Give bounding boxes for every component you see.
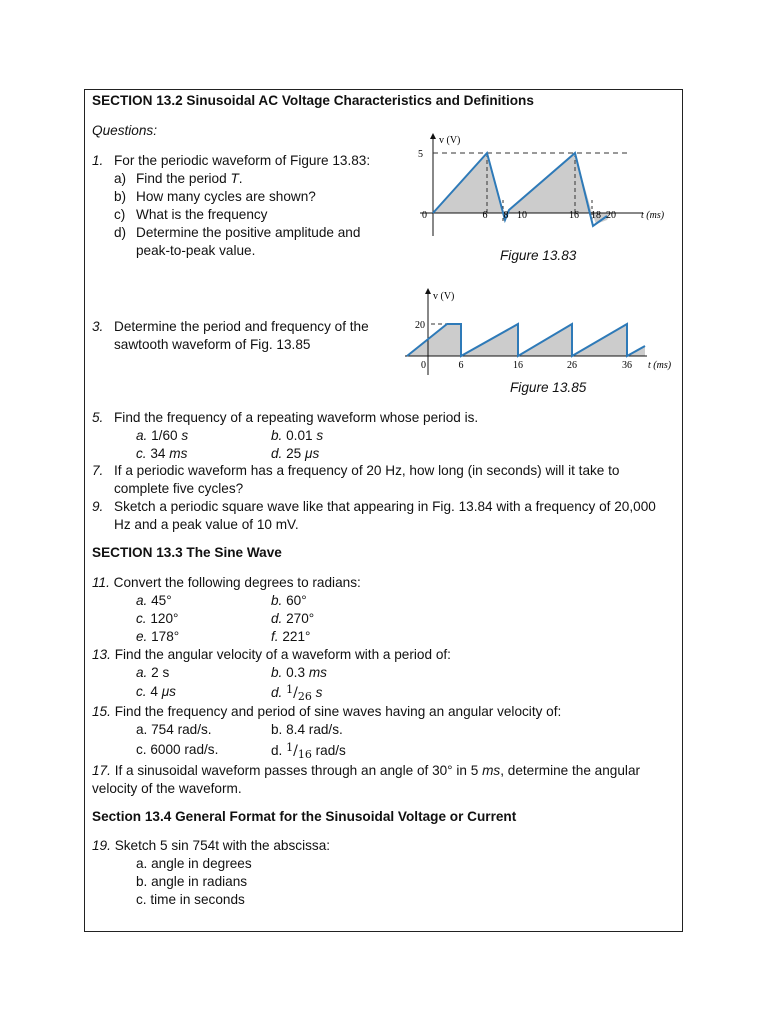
fig1383-shade-2 (507, 153, 592, 213)
q11-line: 11. Convert the following degrees to radians: (92, 575, 361, 590)
fig1385-x-tick-16: 16 (513, 360, 523, 371)
q15-line: 15. Find the frequency and period of sine waves having an angular velocity of: (92, 704, 562, 719)
q3-number: 3. (92, 319, 104, 334)
fig1385-x-tick-0: 0 (421, 360, 426, 371)
q15-option-c: c. 6000 rad/s. (136, 742, 219, 757)
q17-line2: velocity of the waveform. (92, 781, 242, 796)
fig1383-x-tick-6: 6 (482, 210, 488, 221)
q9-number: 9. (92, 499, 104, 514)
q1b-text: How many cycles are shown? (136, 189, 316, 204)
q1c-text: What is the frequency (136, 207, 268, 222)
fig1385-y-tick-20: 20 (415, 320, 425, 331)
q15-option-b: b. 8.4 rad/s. (271, 722, 343, 737)
q1a-label: a) (114, 171, 127, 186)
q11-option-c: c. 120° (136, 611, 179, 626)
q1-text: For the periodic waveform of Figure 13.83: (114, 153, 371, 168)
fig1383-x-tick-0: 0 (422, 210, 427, 221)
fig1383-x-label: t (ms) (641, 210, 665, 221)
q19-option-b: b. angle in radians (136, 874, 248, 889)
fig1383-x-tick-16: 16 (569, 210, 579, 221)
q11-option-a: a. 45° (136, 593, 172, 608)
q1c-label: c) (114, 207, 126, 222)
q19-option-a: a. angle in degrees (136, 856, 252, 871)
fig1383-x-tick-10: 10 (517, 210, 527, 221)
figure-13-83-caption: Figure 13.83 (500, 248, 577, 263)
q3-line1: Determine the period and frequency of the (114, 319, 369, 334)
q5-number: 5. (92, 410, 104, 425)
q13-option-c: c. 4 μs (136, 684, 176, 699)
q7-line2: complete five cycles? (114, 481, 244, 496)
figure-13-85-caption: Figure 13.85 (510, 380, 587, 395)
q1a-text: Find the period T. (136, 171, 243, 186)
q13-option-b: b. 0.3 ms (271, 665, 327, 680)
q9-line2: Hz and a peak value of 10 mV. (114, 517, 299, 532)
q11-option-e: e. 178° (136, 629, 180, 644)
q1d-text: Determine the positive amplitude and (136, 225, 361, 240)
q13-option-a: a. 2 s (136, 665, 170, 680)
q13-option-d: d. $^1/_{26}$ s (271, 683, 323, 703)
section-13-3-title: SECTION 13.3 The Sine Wave (92, 545, 282, 560)
fig1385-x-tick-26: 26 (567, 360, 577, 371)
fig1383-x-tick-8: 8 (503, 210, 509, 221)
q19-line: 19. Sketch 5 sin 754t with the abscissa: (92, 838, 331, 853)
q9-line1: Sketch a periodic square wave like that appearing in Fig. 13.84 with a frequency of 20,000 (114, 499, 656, 514)
fig1383-x-tick-18: 18 (591, 210, 601, 221)
q19-option-c: c. time in seconds (136, 892, 245, 907)
q15-option-d: d. $^1/_{16}$ rad/s (271, 741, 346, 761)
figure-13-83-chart (395, 128, 675, 243)
q5-option-a: a. 1/60 s (136, 428, 189, 443)
fig1385-x-label: t (ms) (648, 360, 672, 371)
q5-option-c: c. 34 ms (136, 446, 188, 461)
fig1385-y-label: v (V) (433, 291, 455, 302)
q7-line1: If a periodic waveform has a frequency of 20 Hz, how long (in seconds) will it take to (114, 463, 620, 478)
q5-option-b: b. 0.01 s (271, 428, 324, 443)
q11-option-f: f. 221° (271, 629, 311, 644)
q11-option-b: b. 60° (271, 593, 307, 608)
q5-option-d: d. 25 μs (271, 446, 320, 461)
q13-line: 13. Find the angular velocity of a waveform with a period of: (92, 647, 451, 662)
fig1383-y-label: v (V) (439, 135, 461, 146)
q1d-label: d) (114, 225, 127, 240)
q1-number: 1. (92, 153, 104, 168)
questions-label: Questions: (92, 123, 157, 138)
fig1385-x-tick-6: 6 (458, 360, 464, 371)
q1b-label: b) (114, 189, 127, 204)
fig1385-x-tick-36: 36 (622, 360, 632, 371)
fig1383-shade-1 (433, 153, 503, 213)
q17-line1: 17. If a sinusoidal waveform passes through an angle of 30° in 5 ms, determine the angular (92, 763, 641, 778)
q5-text: Find the frequency of a repeating waveform whose period is. (114, 410, 479, 425)
fig1383-x-tick-20: 20 (606, 210, 616, 221)
figure-13-85-chart (395, 285, 680, 380)
q1d-text-2: peak-to-peak value. (136, 243, 256, 258)
q15-option-a: a. 754 rad/s. (136, 722, 212, 737)
section-13-4-title: Section 13.4 General Format for the Sinusoidal Voltage or Current (92, 809, 517, 824)
fig1383-y-tick-5: 5 (418, 149, 423, 160)
q3-line2: sawtooth waveform of Fig. 13.85 (114, 337, 311, 352)
q7-number: 7. (92, 463, 104, 478)
section-13-2-title: SECTION 13.2 Sinusoidal AC Voltage Characteristics and Definitions (92, 93, 534, 108)
q11-option-d: d. 270° (271, 611, 315, 626)
